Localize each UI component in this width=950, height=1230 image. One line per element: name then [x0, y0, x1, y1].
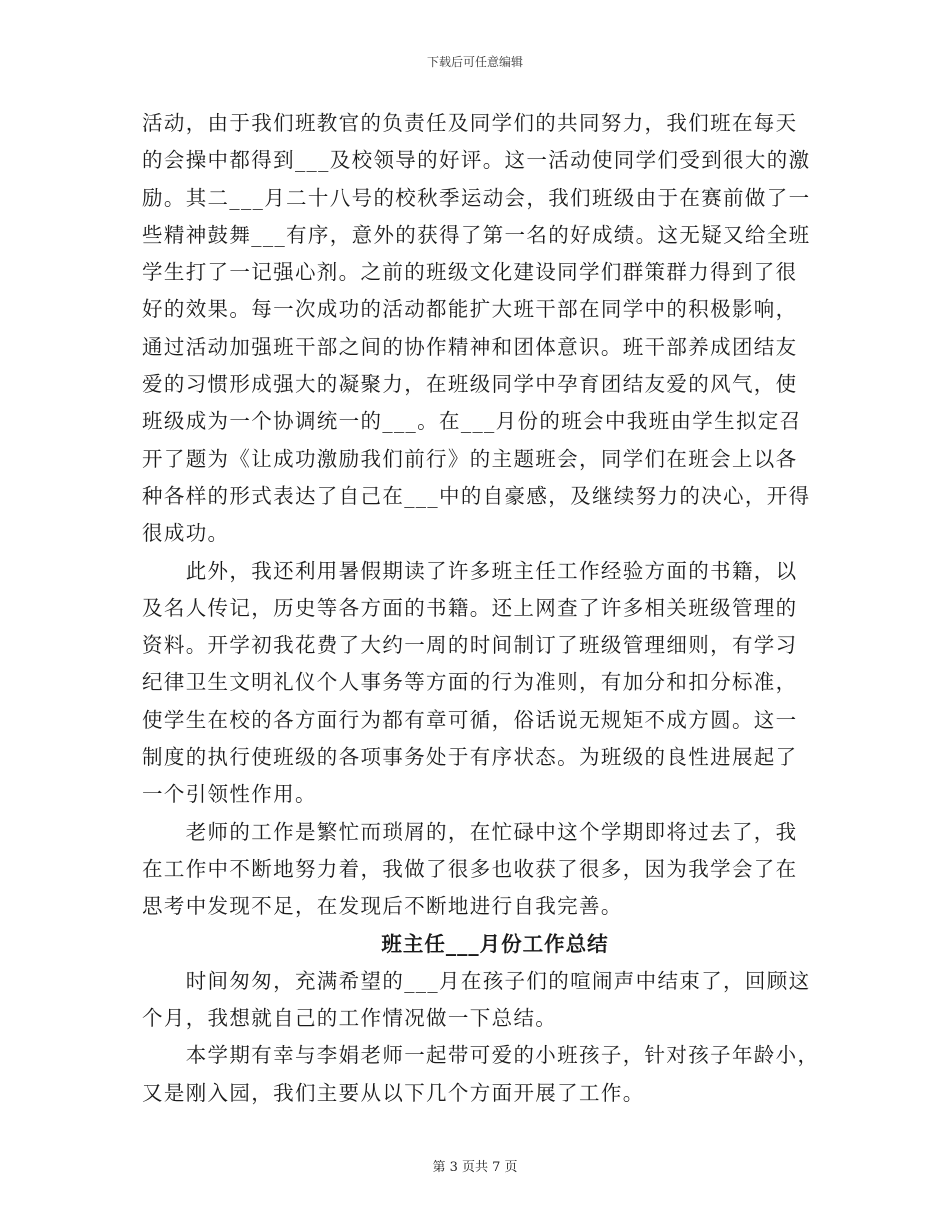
text-line: 的会操中都得到___及校领导的好评。这一活动使同学们受到很大的激 — [142, 148, 811, 173]
text-line: 纪律卫生文明礼仪个人事务等方面的行为准则，有加分和扣分标准， — [142, 670, 798, 695]
text-line: 学生打了一记强心剂。之前的班级文化建设同学们群策群力得到了很 — [142, 260, 798, 285]
paragraph — [142, 814, 808, 926]
page-footer: 第 3 页共 7 页 — [432, 1160, 518, 1175]
text-line: 些精神鼓舞___有序，意外的获得了第一名的好成绩。这无疑又给全班 — [142, 222, 811, 247]
text-line: 活动，由于我们班教官的负责任及同学们的共同努力，我们班在每天 — [142, 111, 798, 135]
paragraph — [142, 105, 811, 553]
text-line: 很成功。 — [142, 521, 230, 546]
text-line: 使学生在校的各方面行为都有章可循，俗话说无规矩不成方圆。这一 — [142, 707, 798, 732]
text-line: 励。其二___月二十八号的校秋季运动会，我们班级由于在赛前做了一 — [142, 185, 811, 210]
text-line: 开了题为《让成功激励我们前行》的主题班会，同学们在班会上以各 — [142, 446, 798, 471]
text-line: 一个引领性作用。 — [142, 782, 317, 807]
text-line: 制度的执行使班级的各项事务处于有序状态。为班级的良性进展起了 — [142, 745, 798, 770]
paragraph — [142, 553, 808, 814]
text-line: 及名人传记，历史等各方面的书籍。还上网查了许多相关班级管理的 — [142, 595, 798, 620]
text-line: 通过活动加强班干部之间的协作精神和团体意识。班干部养成团结友 — [142, 334, 798, 359]
text-line: 此外，我还利用暑假期读了许多班主任工作经验方面的书籍，以 — [142, 558, 798, 583]
paragraph — [142, 963, 811, 1038]
text-line: 时间匆匆，充满希望的___月在孩子们的喧闹声中结束了，回顾这 — [142, 968, 811, 993]
text-line: 本学期有幸与李娟老师一起带可爱的小班孩子，针对孩子年龄小， — [142, 1043, 820, 1068]
text-line: 好的效果。每一次成功的活动都能扩大班干部在同学中的积极影响， — [142, 297, 798, 322]
page-header: 下载后可任意编辑 — [426, 55, 523, 69]
text-line: 班级成为一个协调统一的___。在___月份的班会中我班由学生拟定召 — [142, 409, 802, 434]
document-body — [142, 105, 820, 1112]
text-line: 思考中发现不足，在发现后不断地进行自我完善。 — [142, 894, 623, 919]
text-line: 资料。开学初我花费了大约一周的时间制订了班级管理细则，有学习 — [142, 633, 798, 658]
text-line: 在工作中不断地努力着，我做了很多也收获了很多，因为我学会了在 — [142, 856, 798, 881]
text-line: 老师的工作是繁忙而琐屑的，在忙碌中这个学期即将过去了，我 — [142, 819, 798, 844]
text-line: 爱的习惯形成强大的凝聚力，在班级同学中孕育团结友爱的风气，使 — [142, 372, 798, 397]
text-line: 个月，我想就自己的工作情况做一下总结。 — [142, 1006, 558, 1031]
text-line: 种各样的形式表达了自己在___中的自豪感，及继续努力的决心，开得 — [142, 483, 811, 508]
section-title: 班主任___月份工作总结 — [381, 931, 609, 956]
text-line: 又是刚入园，我们主要从以下几个方面开展了工作。 — [142, 1080, 645, 1105]
paragraph — [142, 1037, 820, 1112]
